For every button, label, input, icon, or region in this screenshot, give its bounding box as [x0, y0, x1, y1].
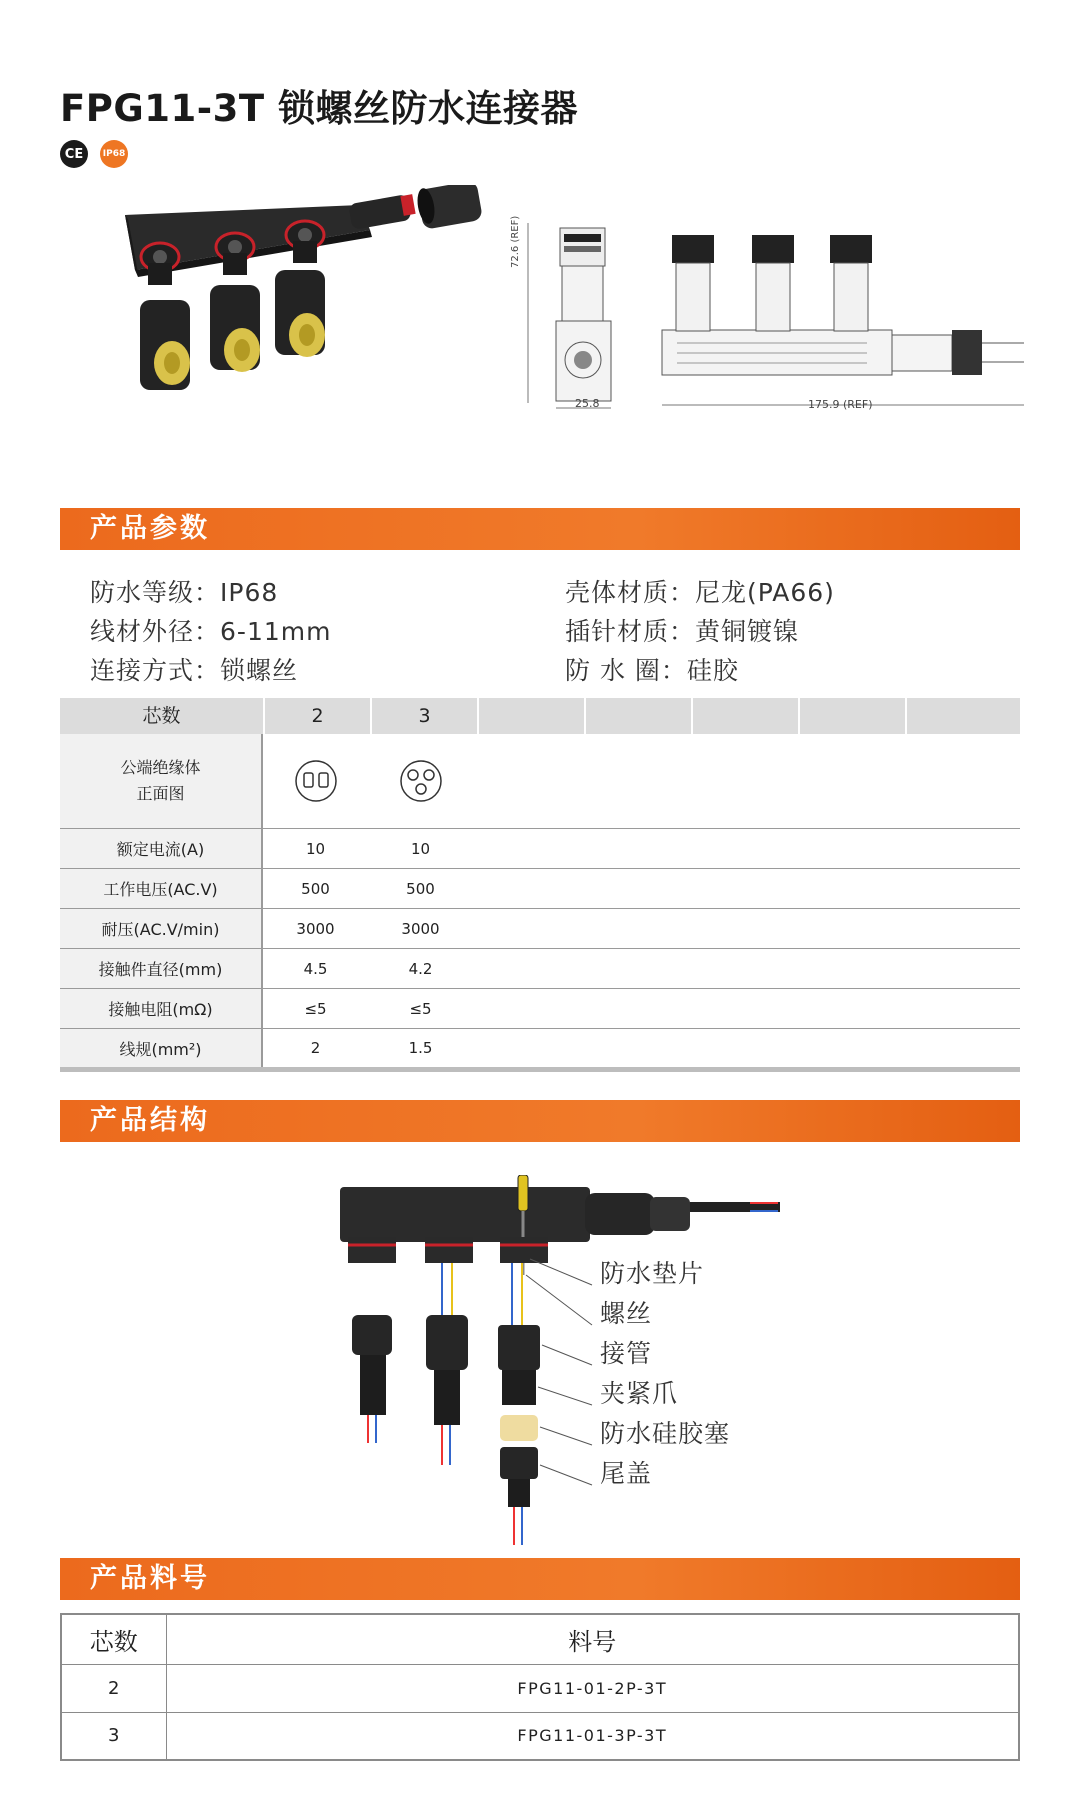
param-waterproof: 防水等级：IP68: [90, 578, 279, 607]
section-partno-header: 产品料号: [60, 1558, 1020, 1600]
spec-header-col-2: 2: [265, 698, 372, 734]
spec-row: 耐压(AC.V/min) 3000 3000: [60, 909, 1020, 949]
side-drawing: [520, 218, 640, 413]
face-2pin-icon: [292, 759, 340, 803]
table-row: 2 FPG11-01-2P-3T: [61, 1664, 1019, 1712]
face-label-2: 正面图: [136, 784, 185, 803]
structure-label-gasket: 防水垫片: [600, 1259, 705, 1288]
section-structure-header: 产品结构: [60, 1100, 1020, 1142]
partno-table: [60, 1613, 1020, 1761]
param-pin: 插针材质：黄铜镀镍: [565, 617, 800, 646]
partno-header-part: 料号: [166, 1614, 1019, 1664]
length-dimension: 175.9 (REF): [808, 398, 873, 411]
width-dimension: 25.8: [575, 397, 600, 410]
structure-label-screw: 螺丝: [600, 1299, 653, 1328]
param-seal: 防 水 圈：硅胶: [565, 656, 739, 685]
face-3pin-icon: [397, 759, 445, 803]
spec-header-label: 芯数: [60, 698, 265, 734]
spec-row: 线规(mm²) 2 1.5: [60, 1029, 1020, 1067]
front-drawing: [652, 225, 1032, 420]
face-label-1: 公端绝缘体: [120, 758, 201, 777]
spec-table: [60, 698, 1020, 1072]
param-connection: 连接方式：锁螺丝: [90, 656, 299, 685]
section-params-header: 产品参数: [60, 508, 1020, 550]
product-photo: [110, 185, 500, 455]
structure-label-cap: 尾盖: [600, 1459, 653, 1488]
spec-header: [60, 698, 1020, 734]
structure-label-tube: 接管: [600, 1339, 653, 1368]
param-housing: 壳体材质：尼龙(PA66): [565, 578, 835, 607]
page-title: FPG11-3T 锁螺丝防水连接器: [60, 87, 578, 130]
spec-row: 工作电压(AC.V) 500 500: [60, 869, 1020, 909]
spec-row-face: [60, 734, 1020, 829]
height-dimension: 72.6 (REF): [510, 215, 521, 268]
partno-header-row: [61, 1614, 1019, 1664]
structure-exploded-view: [330, 1175, 780, 1550]
partno-header-cores: 芯数: [61, 1614, 166, 1664]
spec-row: 接触件直径(mm) 4.5 4.2: [60, 949, 1020, 989]
spec-header-col-3: 3: [372, 698, 479, 734]
ce-badge-icon: CE: [60, 140, 88, 168]
structure-label-claw: 夹紧爪: [600, 1379, 679, 1408]
spec-row: 接触电阻(mΩ) ≤5 ≤5: [60, 989, 1020, 1029]
param-cable-od: 线材外径：6-11mm: [90, 617, 332, 646]
table-row: 3 FPG11-01-3P-3T: [61, 1712, 1019, 1760]
spec-row: 额定电流(A) 10 10: [60, 829, 1020, 869]
structure-label-plug: 防水硅胶塞: [600, 1419, 731, 1448]
ip68-badge-icon: IP68: [100, 140, 128, 168]
